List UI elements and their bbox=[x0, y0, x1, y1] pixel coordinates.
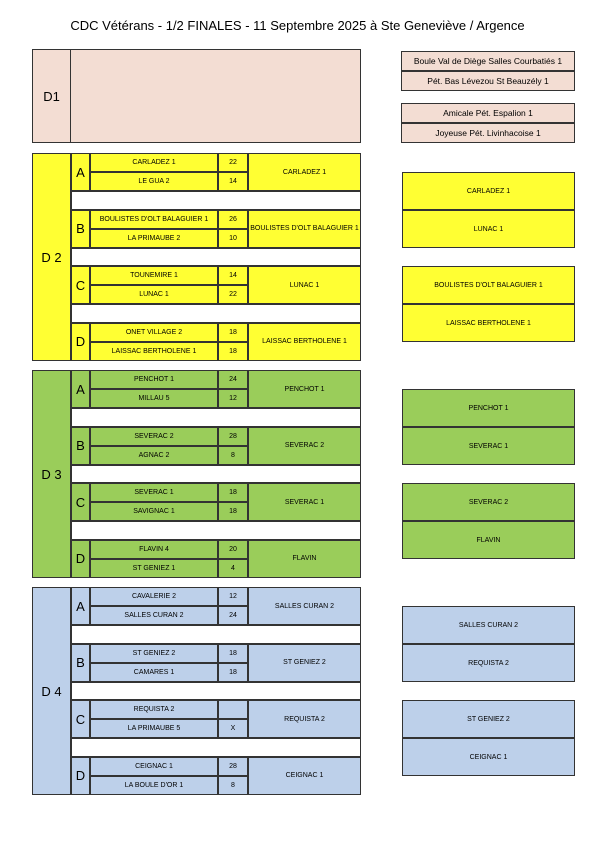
team-name: FLAVIN 4 bbox=[90, 540, 218, 559]
spacer-row bbox=[71, 408, 361, 427]
team-name: LA BOULE D'OR 1 bbox=[90, 776, 218, 795]
team-score: 8 bbox=[218, 776, 248, 795]
group-letter: D bbox=[71, 540, 90, 578]
group-letter: D bbox=[71, 323, 90, 361]
group-winner: SEVERAC 1 bbox=[248, 483, 361, 521]
team-name: LUNAC 1 bbox=[90, 285, 218, 304]
group-letter: B bbox=[71, 427, 90, 465]
team-name: REQUISTA 2 bbox=[90, 700, 218, 719]
team-score: 18 bbox=[218, 663, 248, 682]
team-name: ONET VILLAGE 2 bbox=[90, 323, 218, 342]
group-winner: FLAVIN bbox=[248, 540, 361, 578]
team-name: PENCHOT 1 bbox=[90, 370, 218, 389]
team-name: BOULISTES D'OLT BALAGUIER 1 bbox=[90, 210, 218, 229]
group-winner: CEIGNAC 1 bbox=[248, 757, 361, 795]
division-label: D 3 bbox=[32, 370, 71, 578]
team-score: 18 bbox=[218, 644, 248, 663]
d1-result-3: Amicale Pét. Espalion 1 bbox=[401, 103, 575, 123]
team-score: 18 bbox=[218, 342, 248, 361]
team-score: X bbox=[218, 719, 248, 738]
team-name: TOUNEMIRE 1 bbox=[90, 266, 218, 285]
team-name: CEIGNAC 1 bbox=[90, 757, 218, 776]
d1-result-1: Boule Val de Diège Salles Courbatiés 1 bbox=[401, 51, 575, 71]
group-letter: A bbox=[71, 153, 90, 191]
team-name: LAISSAC BERTHOLENE 1 bbox=[90, 342, 218, 361]
team-name: SEVERAC 2 bbox=[90, 427, 218, 446]
d1-result-4: Joyeuse Pét. Livinhacoise 1 bbox=[401, 123, 575, 143]
semifinal-team: BOULISTES D'OLT BALAGUIER 1 bbox=[402, 266, 575, 304]
team-score: 20 bbox=[218, 540, 248, 559]
team-score bbox=[218, 700, 248, 719]
team-name: ST GENIEZ 1 bbox=[90, 559, 218, 578]
team-score: 8 bbox=[218, 446, 248, 465]
team-name: SEVERAC 1 bbox=[90, 483, 218, 502]
team-score: 18 bbox=[218, 502, 248, 521]
group-letter: D bbox=[71, 757, 90, 795]
group-letter: B bbox=[71, 644, 90, 682]
d1-block bbox=[32, 49, 361, 143]
team-score: 18 bbox=[218, 323, 248, 342]
semifinal-team: SALLES CURAN 2 bbox=[402, 606, 575, 644]
group-winner: REQUISTA 2 bbox=[248, 700, 361, 738]
team-name: LE GUA 2 bbox=[90, 172, 218, 191]
team-score: 22 bbox=[218, 285, 248, 304]
team-score: 12 bbox=[218, 587, 248, 606]
group-winner: ST GENIEZ 2 bbox=[248, 644, 361, 682]
group-winner: LUNAC 1 bbox=[248, 266, 361, 304]
d1-result-2: Pét. Bas Lévezou St Beauzély 1 bbox=[401, 71, 575, 91]
page-title: CDC Vétérans - 1/2 FINALES - 11 Septembre 2025 à Ste Geneviève / Argence bbox=[70, 18, 525, 33]
team-name: LA PRIMAUBE 5 bbox=[90, 719, 218, 738]
spacer-row bbox=[71, 191, 361, 210]
semifinal-team: SEVERAC 1 bbox=[402, 427, 575, 465]
spacer-row bbox=[71, 304, 361, 323]
team-score: 28 bbox=[218, 757, 248, 776]
division-label: D 4 bbox=[32, 587, 71, 795]
team-score: 14 bbox=[218, 172, 248, 191]
team-name: SAVIGNAC 1 bbox=[90, 502, 218, 521]
semifinal-team: REQUISTA 2 bbox=[402, 644, 575, 682]
spacer-row bbox=[71, 625, 361, 644]
group-letter: A bbox=[71, 370, 90, 408]
group-letter: A bbox=[71, 587, 90, 625]
semifinal-team: CARLADEZ 1 bbox=[402, 172, 575, 210]
team-score: 28 bbox=[218, 427, 248, 446]
group-letter: B bbox=[71, 210, 90, 248]
spacer-row bbox=[71, 248, 361, 267]
team-score: 26 bbox=[218, 210, 248, 229]
semifinal-team: SEVERAC 2 bbox=[402, 483, 575, 521]
team-name: AGNAC 2 bbox=[90, 446, 218, 465]
group-winner: BOULISTES D'OLT BALAGUIER 1 bbox=[248, 210, 361, 248]
team-score: 4 bbox=[218, 559, 248, 578]
spacer-row bbox=[71, 465, 361, 484]
d1-label: D1 bbox=[32, 49, 71, 143]
spacer-row bbox=[71, 682, 361, 701]
group-winner: LAISSAC BERTHOLENE 1 bbox=[248, 323, 361, 361]
group-winner: CARLADEZ 1 bbox=[248, 153, 361, 191]
spacer-row bbox=[71, 738, 361, 757]
team-score: 24 bbox=[218, 606, 248, 625]
team-score: 18 bbox=[218, 483, 248, 502]
group-winner: PENCHOT 1 bbox=[248, 370, 361, 408]
semifinal-team: FLAVIN bbox=[402, 521, 575, 559]
team-name: CAVALERIE 2 bbox=[90, 587, 218, 606]
semifinal-team: LUNAC 1 bbox=[402, 210, 575, 248]
group-letter: C bbox=[71, 700, 90, 738]
group-letter: C bbox=[71, 266, 90, 304]
team-score: 10 bbox=[218, 229, 248, 248]
team-name: ST GENIEZ 2 bbox=[90, 644, 218, 663]
group-letter: C bbox=[71, 483, 90, 521]
team-score: 12 bbox=[218, 389, 248, 408]
team-name: SALLES CURAN 2 bbox=[90, 606, 218, 625]
team-name: LA PRIMAUBE 2 bbox=[90, 229, 218, 248]
group-winner: SEVERAC 2 bbox=[248, 427, 361, 465]
team-score: 14 bbox=[218, 266, 248, 285]
team-score: 24 bbox=[218, 370, 248, 389]
semifinal-team: CEIGNAC 1 bbox=[402, 738, 575, 776]
team-name: CAMARES 1 bbox=[90, 663, 218, 682]
semifinal-team: PENCHOT 1 bbox=[402, 389, 575, 427]
group-winner: SALLES CURAN 2 bbox=[248, 587, 361, 625]
division-label: D 2 bbox=[32, 153, 71, 361]
semifinal-team: LAISSAC BERTHOLENE 1 bbox=[402, 304, 575, 342]
team-name: CARLADEZ 1 bbox=[90, 153, 218, 172]
team-name: MILLAU 5 bbox=[90, 389, 218, 408]
spacer-row bbox=[71, 521, 361, 540]
team-score: 22 bbox=[218, 153, 248, 172]
semifinal-team: ST GENIEZ 2 bbox=[402, 700, 575, 738]
